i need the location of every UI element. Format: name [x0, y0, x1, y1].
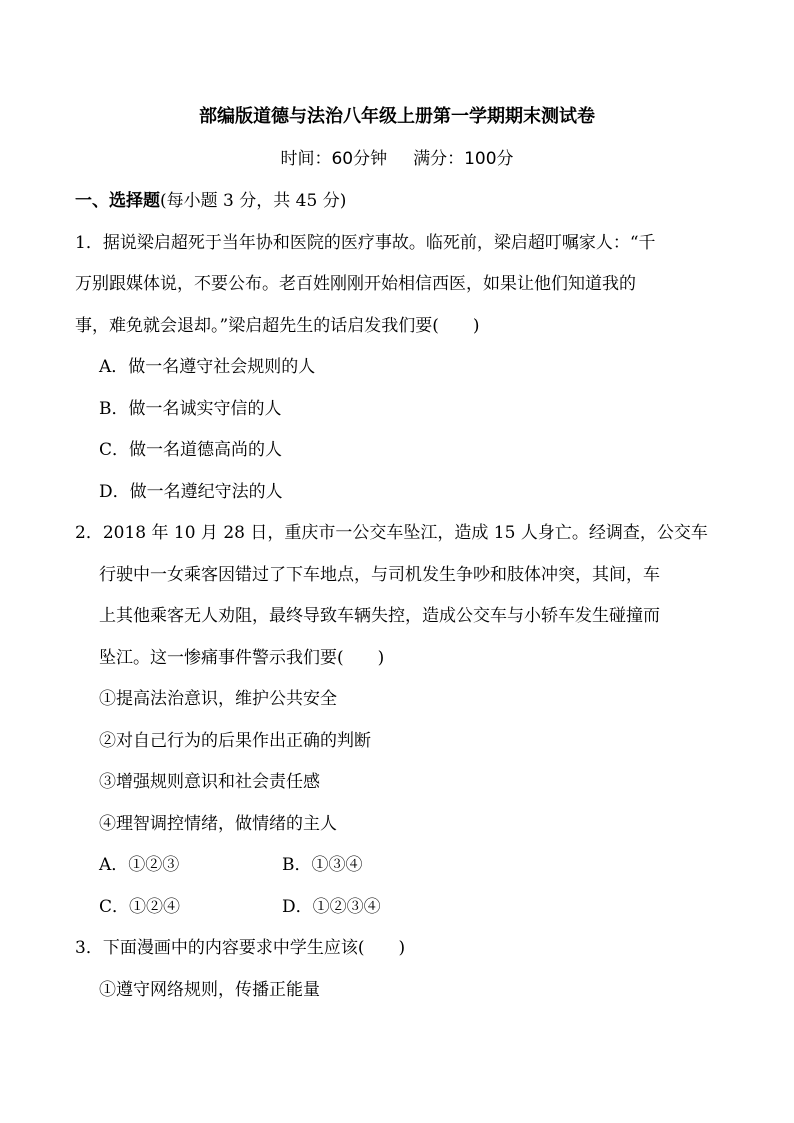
- question-2-line-2: 行驶中一女乘客因错过了下车地点，与司机发生争吵和肢体冲突，其间，车: [99, 565, 660, 585]
- question-2-option-c: C．①②④: [99, 897, 181, 917]
- exam-time-score: [0, 145, 794, 173]
- question-1-option-b: B．做一名诚实守信的人: [99, 399, 282, 419]
- question-2-line-4: 坠江。这一惨痛事件警示我们要( ): [99, 648, 385, 668]
- time-value: 60分钟: [331, 149, 388, 169]
- question-1-line-3: 事，难免就会退却。”梁启超先生的话启发我们要( ): [75, 316, 480, 336]
- question-1-line-2: 万别跟媒体说，不要公布。老百姓刚刚开始相信西医，如果让他们知道我的: [75, 274, 636, 294]
- question-1-number: 1．: [75, 233, 103, 253]
- question-1-line-1: [75, 229, 656, 257]
- question-3-statement-1: ①遵守网络规则，传播正能量: [99, 980, 320, 1000]
- question-2-text: 2018 年 10 月 28 日，重庆市一公交车坠江，造成 15 人身亡。经调查，公交车: [102, 523, 708, 543]
- question-2-statement-1: ①提高法治意识，维护公共安全: [99, 689, 337, 709]
- question-2-statement-2: ②对自己行为的后果作出正确的判断: [99, 731, 371, 751]
- question-2-statement-3: ③增强规则意识和社会责任感: [99, 772, 320, 792]
- question-3-number: 3．: [75, 938, 103, 958]
- score-value: 100分: [464, 149, 514, 169]
- question-2-number: 2．: [75, 523, 103, 543]
- question-2-option-b: B．①③④: [282, 855, 363, 875]
- question-3-text: 下面漫画中的内容要求中学生应该( ): [102, 938, 406, 958]
- question-1-option-c: C．做一名道德高尚的人: [99, 440, 283, 460]
- question-1-option-a: A．做一名遵守社会规则的人: [99, 357, 316, 377]
- question-2-line-3: 上其他乘客无人劝阻，最终导致车辆失控，造成公交车与小轿车发生碰撞而: [99, 606, 660, 626]
- question-1-text: 据说梁启超死于当年协和医院的医疗事故。临死前，梁启超叮嘱家人：“千: [102, 233, 656, 253]
- page-title: 部编版道德与法治八年级上册第一学期期末测试卷: [199, 106, 595, 127]
- section-heading: [75, 187, 346, 215]
- score-label: 满分：: [413, 149, 465, 169]
- question-2-option-d: D．①②③④: [282, 897, 381, 917]
- section-title: 一、选择题: [75, 191, 160, 211]
- question-2-statement-4: ④理智调控情绪，做情绪的主人: [99, 814, 337, 834]
- question-3-line-1: [75, 934, 405, 962]
- question-2-line-1: [75, 519, 708, 547]
- question-2-option-a: A．①②③: [99, 855, 180, 875]
- time-label: 时间：: [280, 149, 332, 169]
- section-note: (每小题 3 分，共 45 分): [160, 191, 347, 211]
- question-1-option-d: D．做一名遵纪守法的人: [99, 482, 283, 502]
